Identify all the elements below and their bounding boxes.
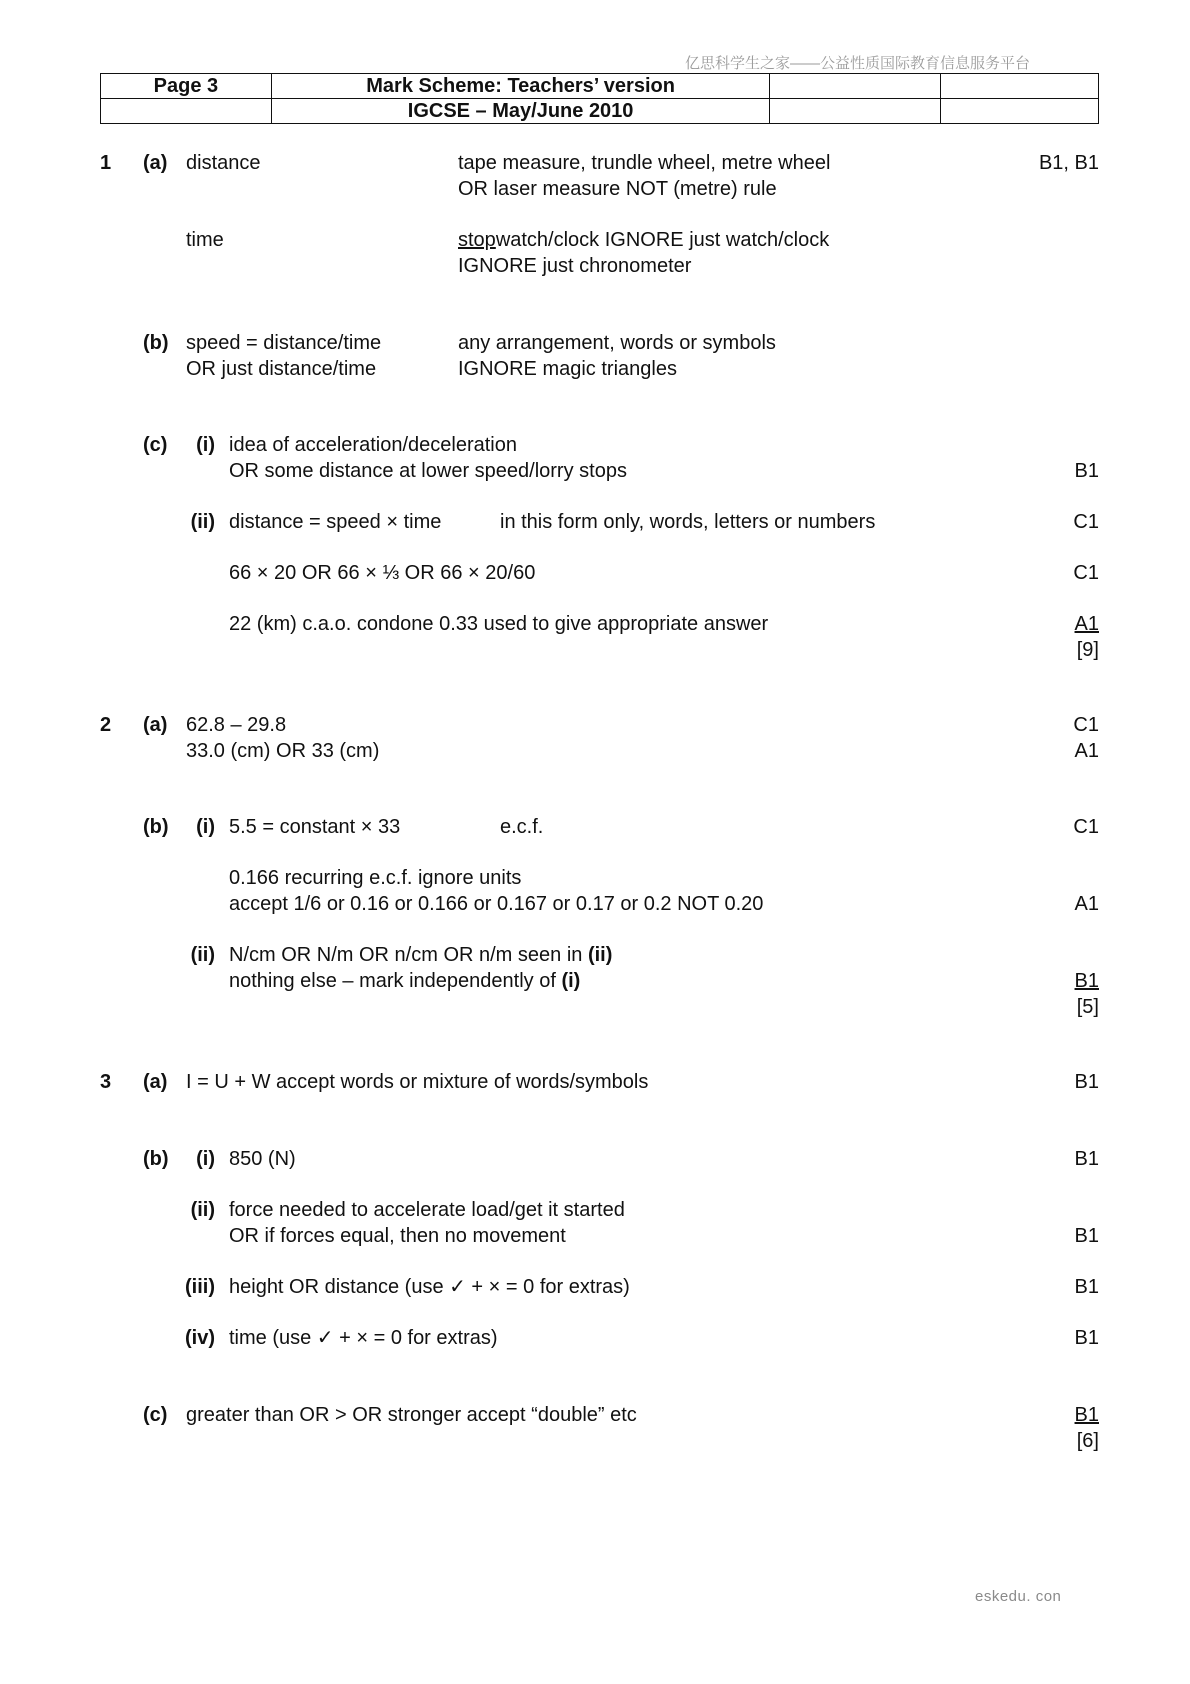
header-empty-cell bbox=[101, 99, 272, 124]
question-number: 2 bbox=[100, 714, 112, 736]
answer-text: 62.8 – 29.8 bbox=[186, 714, 287, 736]
answer-text-rest: watch/clock IGNORE just watch/clock bbox=[495, 229, 830, 251]
question-total: [6] bbox=[1076, 1430, 1099, 1452]
exam-session: IGCSE – May/June 2010 bbox=[271, 99, 770, 124]
guidance-note: in this form only, words, letters or numbers bbox=[500, 511, 876, 533]
guidance-note: e.c.f. bbox=[500, 816, 544, 838]
watermark: 亿思科学生之家——公益性质国际教育信息服务平台 bbox=[685, 55, 1031, 72]
answer-text: 0.166 recurring e.c.f. ignore units bbox=[229, 867, 522, 889]
answer-term: time bbox=[186, 229, 224, 251]
answer-text: OR some distance at lower speed/lorry stops bbox=[229, 460, 627, 482]
part-label: (c) bbox=[143, 1404, 168, 1426]
answer-text: 850 (N) bbox=[229, 1148, 296, 1170]
underlined-text: stop bbox=[458, 229, 496, 251]
mark: B1 bbox=[1074, 970, 1099, 992]
page-number: Page 3 bbox=[101, 74, 272, 99]
answer-text: IGNORE just chronometer bbox=[458, 255, 692, 277]
mark: B1 bbox=[1074, 460, 1099, 482]
bold-reference: (i) bbox=[561, 970, 581, 992]
answer-text: 66 × 20 OR 66 × ⅓ OR 66 × 20/60 bbox=[229, 562, 536, 584]
bold-reference: (ii) bbox=[587, 944, 613, 966]
answer-text: distance = speed × time bbox=[229, 511, 442, 533]
mark: B1 bbox=[1074, 1225, 1099, 1247]
answer-text: height OR distance (use ✓ + × = 0 for extras) bbox=[229, 1276, 630, 1298]
guidance-note: IGNORE magic triangles bbox=[458, 358, 677, 380]
subpart-label: (iv) bbox=[185, 1327, 215, 1349]
answer-text: tape measure, trundle wheel, metre wheel bbox=[458, 152, 831, 174]
header-empty-cell bbox=[941, 99, 1099, 124]
question-number: 1 bbox=[100, 152, 112, 174]
subpart-label: (i) bbox=[196, 1148, 215, 1170]
mark: A1 bbox=[1074, 740, 1099, 762]
mark: C1 bbox=[1073, 511, 1099, 533]
guidance-note: any arrangement, words or symbols bbox=[458, 332, 776, 354]
mark: B1 bbox=[1074, 1148, 1099, 1170]
answer-text: 22 (km) c.a.o. condone 0.33 used to give appropriate answer bbox=[229, 613, 769, 635]
part-label: (b) bbox=[143, 1148, 169, 1170]
answer-text: greater than OR > OR stronger accept “double” etc bbox=[186, 1404, 637, 1426]
answer-text: speed = distance/time bbox=[186, 332, 382, 354]
subpart-label: (ii) bbox=[190, 1199, 215, 1221]
mark: B1, B1 bbox=[1038, 152, 1099, 174]
answer-text-part: N/cm OR N/m OR n/cm OR n/m seen in bbox=[229, 944, 583, 966]
answer-term: distance bbox=[186, 152, 261, 174]
subpart-label: (ii) bbox=[190, 511, 215, 533]
subpart-label: (i) bbox=[196, 816, 215, 838]
answer-text: accept 1/6 or 0.16 or 0.166 or 0.167 or 0.17 or 0.2 NOT 0.20 bbox=[229, 893, 764, 915]
answer-text-part: nothing else – mark independently of bbox=[229, 970, 556, 992]
part-label: (a) bbox=[143, 714, 168, 736]
answer-text: time (use ✓ + × = 0 for extras) bbox=[229, 1327, 498, 1349]
mark: C1 bbox=[1073, 714, 1099, 736]
mark: C1 bbox=[1073, 816, 1099, 838]
mark: A1 bbox=[1074, 893, 1099, 915]
footer-site: eskedu. con bbox=[975, 1588, 1062, 1605]
answer-text: force needed to accelerate load/get it started bbox=[229, 1199, 625, 1221]
question-total: [5] bbox=[1076, 996, 1099, 1018]
subpart-label: (i) bbox=[196, 434, 215, 456]
part-label: (a) bbox=[143, 1071, 168, 1093]
page-title: Mark Scheme: Teachers’ version bbox=[271, 74, 770, 99]
header-empty-cell bbox=[770, 99, 941, 124]
answer-text bbox=[229, 968, 580, 994]
answer-text: OR if forces equal, then no movement bbox=[229, 1225, 566, 1247]
header-table bbox=[100, 73, 1099, 124]
subpart-label: (iii) bbox=[185, 1276, 215, 1298]
answer-text: I = U + W accept words or mixture of words/symbols bbox=[186, 1071, 649, 1093]
answer-text bbox=[458, 227, 829, 253]
mark: B1 bbox=[1074, 1276, 1099, 1298]
mark: B1 bbox=[1074, 1071, 1099, 1093]
answer-text bbox=[229, 942, 612, 968]
subpart-label: (ii) bbox=[190, 944, 215, 966]
header-empty-cell bbox=[941, 74, 1099, 99]
answer-text: 5.5 = constant × 33 bbox=[229, 816, 401, 838]
answer-text: idea of acceleration/deceleration bbox=[229, 434, 517, 456]
part-label: (a) bbox=[143, 152, 168, 174]
header-empty-cell bbox=[770, 74, 941, 99]
part-label: (b) bbox=[143, 816, 169, 838]
answer-text: 33.0 (cm) OR 33 (cm) bbox=[186, 740, 380, 762]
answer-text: OR just distance/time bbox=[186, 358, 377, 380]
part-label: (b) bbox=[143, 332, 169, 354]
answer-text: OR laser measure NOT (metre) rule bbox=[458, 178, 777, 200]
part-label: (c) bbox=[143, 434, 168, 456]
mark: B1 bbox=[1074, 1327, 1099, 1349]
mark: C1 bbox=[1073, 562, 1099, 584]
mark: B1 bbox=[1074, 1404, 1099, 1426]
question-total: [9] bbox=[1076, 639, 1099, 661]
mark: A1 bbox=[1074, 613, 1099, 635]
question-number: 3 bbox=[100, 1071, 112, 1093]
